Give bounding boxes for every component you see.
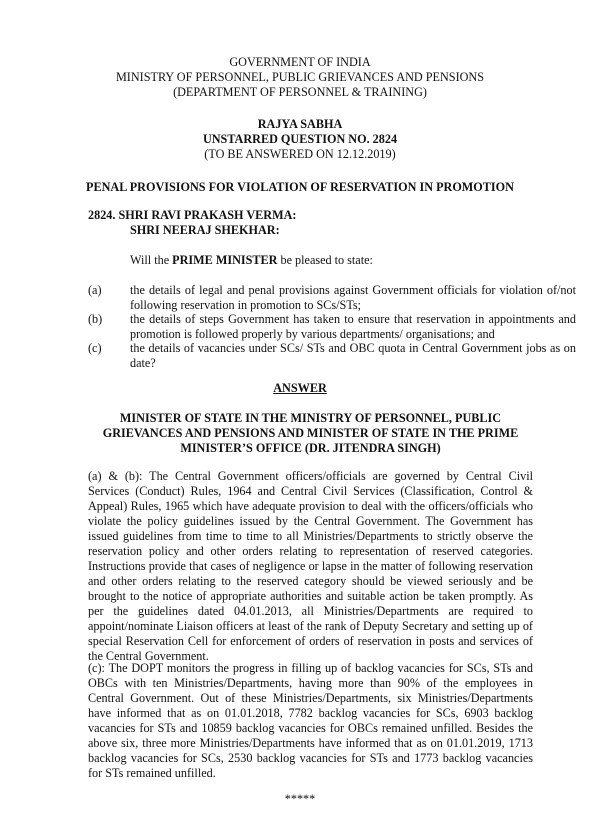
question-info bbox=[0, 117, 600, 162]
end-marker: ***** bbox=[284, 792, 316, 806]
answer-paragraph-ab: (a) & (b): The Central Government officers/officials are governed by Central Civil Services (Conduct) Rules, 1964 and Central Civil Services (Classification, Control & Appeal) Rules, 1965 which have adequate provision to deal with the officers/officials who violate the policy guidelines issued by the Central Government. The Government has issued guidelines from time to time to all Ministries/Departments to strictly observe the reservation policy and other orders relating to representation of reserved categories. Instructions provide that cases of negligence or lapse in the matter of following reservation and other orders relating to the reserved category should be viewed seriously and be brought to the notice of appropriate authorities and suitable action be taken promptly. As per the guidelines dated 04.01.2013, all Ministries/Departments are required to appoint/nominate Liaison officers at least of the rank of Deputy Secretary and setting up of special Reservation Cell for enforcement of orders of reservation in posts and services of the Central Government. bbox=[88, 469, 533, 663]
intro-line bbox=[130, 253, 373, 268]
intro-prefix: Will the bbox=[130, 253, 173, 267]
question-text: the details of legal and penal provisions against Government officials for violation of/not following reservation in promotion to SCs/STs; bbox=[130, 283, 576, 312]
intro-suffix: be pleased to state: bbox=[277, 253, 373, 267]
question-number: UNSTARRED QUESTION NO. 2824 bbox=[202, 132, 398, 146]
ministry-line: MINISTRY OF PERSONNEL, PUBLIC GRIEVANCES AND PENSIONS bbox=[115, 70, 485, 84]
govt-line: GOVERNMENT OF INDIA bbox=[229, 55, 371, 69]
minister-title: MINISTER OF STATE IN THE MINISTRY OF PERSONNEL, PUBLIC GRIEVANCES AND PENSIONS AND MINISTER OF STATE IN THE PRIME MINISTER’S OFFICE (DR. JITENDRA SINGH) bbox=[102, 411, 519, 455]
question-text: the details of vacancies under SCs/ STs and OBC quota in Central Government jobs as on date? bbox=[130, 341, 576, 370]
answer-heading: ANSWER bbox=[273, 381, 327, 395]
asker-1: 2824. SHRI RAVI PRAKASH VERMA: bbox=[88, 208, 297, 222]
question-label: (c) bbox=[88, 341, 102, 355]
question-label: (a) bbox=[88, 283, 102, 297]
letterhead bbox=[0, 55, 600, 100]
answer-paragraph-c: (c): The DOPT monitors the progress in filling up of backlog vacancies for SCs, STs and OBCs with ten Ministries/Departments, having more than 90% of the employees in Central Government. Out of these Ministries/Departments, six Ministries/Departments have informed that as on 01.01.2018, 7782 backlog vacancies for SCs, 6903 backlog vacancies for STs and 10859 backlog vacancies for OBCs remained unfilled. Besides the above six, three more Ministries/Departments have informed that as on 01.01.2019, 1713 backlog vacancies for SCs, 2530 backlog vacancies for STs and 1773 backlog vacancies for STs remained unfilled. bbox=[88, 661, 533, 780]
question-label: (b) bbox=[88, 312, 103, 326]
house-name: RAJYA SABHA bbox=[257, 117, 343, 131]
asker-2: SHRI NEERAJ SHEKHAR: bbox=[130, 223, 280, 237]
intro-addressee: PRIME MINISTER bbox=[172, 253, 278, 267]
department-line: (DEPARTMENT OF PERSONNEL & TRAINING) bbox=[173, 85, 427, 99]
question-subject: PENAL PROVISIONS FOR VIOLATION OF RESERVATION IN PROMOTION bbox=[86, 180, 514, 194]
asker-block bbox=[88, 208, 296, 238]
answer-date: (TO BE ANSWERED ON 12.12.2019) bbox=[204, 147, 396, 161]
question-text: the details of steps Government has taken to ensure that reservation in appointments and promotion is followed properly by various departments/ organisations; and bbox=[130, 312, 576, 341]
